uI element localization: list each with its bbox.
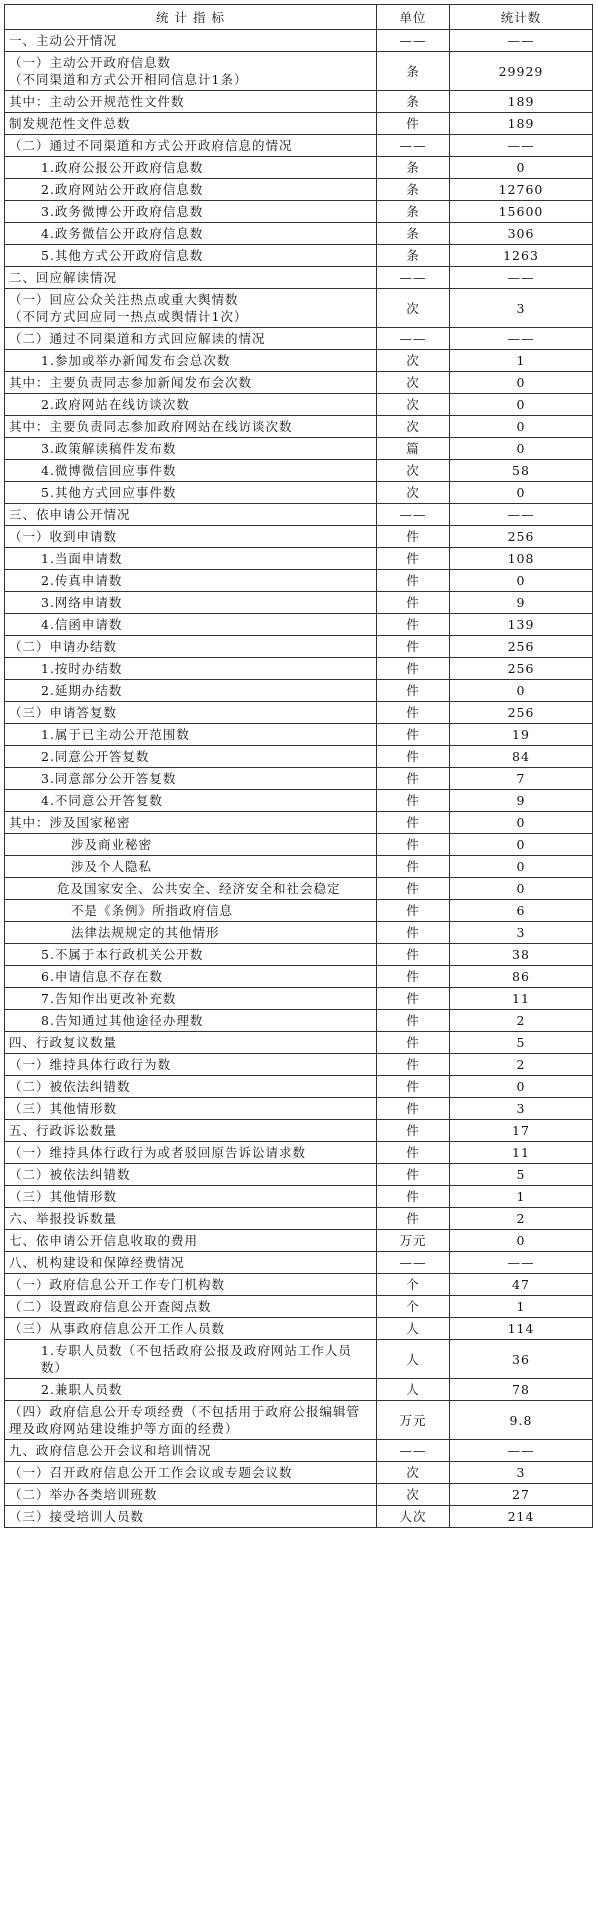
row-indicator-label: 4.微博微信回应事件数 xyxy=(5,460,377,482)
header-value: 统计数 xyxy=(450,5,593,30)
row-indicator-label: 1.属于已主动公开范围数 xyxy=(5,724,377,746)
table-row xyxy=(5,1186,593,1208)
table-row xyxy=(5,113,593,135)
table-row xyxy=(5,245,593,267)
row-value: 0 xyxy=(450,394,593,416)
row-unit: 件 xyxy=(377,1186,450,1208)
row-unit: 条 xyxy=(377,201,450,223)
table-row xyxy=(5,702,593,724)
row-unit: 次 xyxy=(377,350,450,372)
row-unit: 件 xyxy=(377,878,450,900)
row-value: 189 xyxy=(450,91,593,113)
row-indicator-label: （二）申请办结数 xyxy=(5,636,377,658)
row-indicator-label: （一）维持具体行政行为或者驳回原告诉讼请求数 xyxy=(5,1142,377,1164)
table-row xyxy=(5,438,593,460)
row-indicator-label: （三）接受培训人员数 xyxy=(5,1506,377,1528)
row-unit: 件 xyxy=(377,966,450,988)
row-unit: 万元 xyxy=(377,1401,450,1440)
row-unit: 万元 xyxy=(377,1230,450,1252)
table-row xyxy=(5,1484,593,1506)
row-unit: 次 xyxy=(377,416,450,438)
row-unit: 件 xyxy=(377,988,450,1010)
row-value: 19 xyxy=(450,724,593,746)
table-row xyxy=(5,768,593,790)
row-indicator-label: 1.参加或举办新闻发布会总次数 xyxy=(5,350,377,372)
row-value: 256 xyxy=(450,526,593,548)
row-indicator-label: （一）主动公开政府信息数 （不同渠道和方式公开相同信息计1条） xyxy=(5,52,377,91)
row-value: 17 xyxy=(450,1120,593,1142)
row-unit: 件 xyxy=(377,922,450,944)
row-value: 7 xyxy=(450,768,593,790)
row-indicator-label: 2.兼职人员数 xyxy=(5,1379,377,1401)
row-unit: 条 xyxy=(377,91,450,113)
row-indicator-label: （四）政府信息公开专项经费（不包括用于政府公报编辑管理及政府网站建设维护等方面的经费） xyxy=(5,1401,377,1440)
row-value: 38 xyxy=(450,944,593,966)
row-unit: 人 xyxy=(377,1340,450,1379)
statistics-table xyxy=(4,4,593,1528)
row-indicator-label: （三）其他情形数 xyxy=(5,1186,377,1208)
row-unit: 人次 xyxy=(377,1506,450,1528)
table-row xyxy=(5,1252,593,1274)
table-row xyxy=(5,1296,593,1318)
row-indicator-label: 其中：主要负责同志参加政府网站在线访谈次数 xyxy=(5,416,377,438)
row-indicator-label: 2.政府网站在线访谈次数 xyxy=(5,394,377,416)
row-unit: 个 xyxy=(377,1274,450,1296)
row-value: 0 xyxy=(450,570,593,592)
header-indicator: 统 计 指 标 xyxy=(5,5,377,30)
row-value: 78 xyxy=(450,1379,593,1401)
row-value: —— xyxy=(450,1252,593,1274)
row-indicator-label: 其中：涉及国家秘密 xyxy=(5,812,377,834)
header-unit: 单位 xyxy=(377,5,450,30)
row-unit: 件 xyxy=(377,1010,450,1032)
row-unit: 件 xyxy=(377,570,450,592)
row-unit: 个 xyxy=(377,1296,450,1318)
row-indicator-label: 6.申请信息不存在数 xyxy=(5,966,377,988)
table-row xyxy=(5,394,593,416)
table-row xyxy=(5,1440,593,1462)
row-value: 256 xyxy=(450,658,593,680)
table-row xyxy=(5,812,593,834)
table-row xyxy=(5,460,593,482)
row-value: 9.8 xyxy=(450,1401,593,1440)
row-value: 11 xyxy=(450,988,593,1010)
row-unit: 件 xyxy=(377,702,450,724)
table-row xyxy=(5,1462,593,1484)
row-value: 214 xyxy=(450,1506,593,1528)
row-value: 256 xyxy=(450,636,593,658)
table-header-row xyxy=(5,5,593,30)
table-row xyxy=(5,592,593,614)
row-unit: 件 xyxy=(377,812,450,834)
row-indicator-label: 4.不同意公开答复数 xyxy=(5,790,377,812)
row-value: 0 xyxy=(450,1230,593,1252)
row-unit: 次 xyxy=(377,289,450,328)
row-unit: 件 xyxy=(377,548,450,570)
row-value: 2 xyxy=(450,1054,593,1076)
row-indicator-label: （一）召开政府信息公开工作会议或专题会议数 xyxy=(5,1462,377,1484)
row-indicator-label: （一）维持具体行政行为数 xyxy=(5,1054,377,1076)
row-value: 0 xyxy=(450,1076,593,1098)
row-unit: 件 xyxy=(377,944,450,966)
row-value: 0 xyxy=(450,834,593,856)
row-value: 6 xyxy=(450,900,593,922)
row-unit: 条 xyxy=(377,179,450,201)
row-indicator-label: （二）被依法纠错数 xyxy=(5,1164,377,1186)
table-row xyxy=(5,1230,593,1252)
row-value: 1 xyxy=(450,350,593,372)
row-indicator-label: 2.同意公开答复数 xyxy=(5,746,377,768)
row-indicator-label: 1.专职人员数（不包括政府公报及政府网站工作人员数） xyxy=(5,1340,377,1379)
table-row xyxy=(5,900,593,922)
row-unit: 件 xyxy=(377,1164,450,1186)
row-indicator-label: 3.政策解读稿件发布数 xyxy=(5,438,377,460)
row-indicator-label: （二）设置政府信息公开查阅点数 xyxy=(5,1296,377,1318)
row-unit: —— xyxy=(377,1252,450,1274)
row-value: 1 xyxy=(450,1186,593,1208)
row-value: —— xyxy=(450,267,593,289)
row-unit: 人 xyxy=(377,1318,450,1340)
row-unit: 次 xyxy=(377,1462,450,1484)
row-value: 0 xyxy=(450,680,593,702)
row-unit: 次 xyxy=(377,482,450,504)
row-value: 5 xyxy=(450,1164,593,1186)
row-indicator-label: 1.按时办结数 xyxy=(5,658,377,680)
row-indicator-label: 5.其他方式回应事件数 xyxy=(5,482,377,504)
table-row xyxy=(5,944,593,966)
row-unit: 件 xyxy=(377,680,450,702)
row-value: 9 xyxy=(450,790,593,812)
row-indicator-label: 3.网络申请数 xyxy=(5,592,377,614)
table-row xyxy=(5,1318,593,1340)
row-value: 36 xyxy=(450,1340,593,1379)
row-unit: 次 xyxy=(377,394,450,416)
table-row xyxy=(5,1076,593,1098)
row-indicator-label: 不是《条例》所指政府信息 xyxy=(5,900,377,922)
row-unit: 次 xyxy=(377,372,450,394)
table-row xyxy=(5,91,593,113)
table-row xyxy=(5,328,593,350)
table-row xyxy=(5,1401,593,1440)
row-indicator-label: （一）回应公众关注热点或重大舆情数 （不同方式回应同一热点或舆情计1次） xyxy=(5,289,377,328)
table-row xyxy=(5,746,593,768)
table-row xyxy=(5,614,593,636)
row-unit: 件 xyxy=(377,1120,450,1142)
row-value: 0 xyxy=(450,416,593,438)
row-value: 0 xyxy=(450,482,593,504)
row-indicator-label: 涉及个人隐私 xyxy=(5,856,377,878)
row-unit: 件 xyxy=(377,1208,450,1230)
row-value: 1263 xyxy=(450,245,593,267)
row-indicator-label: 1.政府公报公开政府信息数 xyxy=(5,157,377,179)
row-unit: 条 xyxy=(377,245,450,267)
table-row xyxy=(5,1208,593,1230)
table-row xyxy=(5,966,593,988)
table-row xyxy=(5,1120,593,1142)
row-indicator-label: 九、政府信息公开会议和培训情况 xyxy=(5,1440,377,1462)
table-row xyxy=(5,350,593,372)
table-row xyxy=(5,570,593,592)
row-indicator-label: 5.不属于本行政机关公开数 xyxy=(5,944,377,966)
table-row xyxy=(5,988,593,1010)
table-row xyxy=(5,1054,593,1076)
row-unit: —— xyxy=(377,267,450,289)
table-row xyxy=(5,267,593,289)
table-row xyxy=(5,548,593,570)
row-value: 12760 xyxy=(450,179,593,201)
row-indicator-label: 5.其他方式公开政府信息数 xyxy=(5,245,377,267)
row-value: 0 xyxy=(450,157,593,179)
row-unit: 件 xyxy=(377,746,450,768)
row-unit: 件 xyxy=(377,526,450,548)
row-unit: 件 xyxy=(377,592,450,614)
table-row xyxy=(5,1274,593,1296)
table-row xyxy=(5,680,593,702)
row-indicator-label: 4.政务微信公开政府信息数 xyxy=(5,223,377,245)
row-indicator-label: （二）被依法纠错数 xyxy=(5,1076,377,1098)
row-value: 139 xyxy=(450,614,593,636)
row-unit: 件 xyxy=(377,856,450,878)
row-value: 3 xyxy=(450,1462,593,1484)
row-value: 9 xyxy=(450,592,593,614)
row-unit: 件 xyxy=(377,1076,450,1098)
row-value: 15600 xyxy=(450,201,593,223)
row-unit: 次 xyxy=(377,1484,450,1506)
row-unit: 件 xyxy=(377,1098,450,1120)
row-value: —— xyxy=(450,135,593,157)
row-indicator-label: （一）政府信息公开工作专门机构数 xyxy=(5,1274,377,1296)
row-indicator-label: 4.信函申请数 xyxy=(5,614,377,636)
row-unit: 件 xyxy=(377,1142,450,1164)
row-indicator-label: （三）其他情形数 xyxy=(5,1098,377,1120)
row-indicator-label: 2.延期办结数 xyxy=(5,680,377,702)
row-value: 3 xyxy=(450,289,593,328)
row-indicator-label: 三、依申请公开情况 xyxy=(5,504,377,526)
row-value: 47 xyxy=(450,1274,593,1296)
row-indicator-label: 危及国家安全、公共安全、经济安全和社会稳定 xyxy=(5,878,377,900)
row-value: 29929 xyxy=(450,52,593,91)
table-row xyxy=(5,878,593,900)
row-unit: 件 xyxy=(377,790,450,812)
row-unit: 件 xyxy=(377,1054,450,1076)
table-row xyxy=(5,201,593,223)
row-unit: 篇 xyxy=(377,438,450,460)
row-value: 0 xyxy=(450,372,593,394)
row-value: —— xyxy=(450,1440,593,1462)
row-indicator-label: 一、主动公开情况 xyxy=(5,30,377,52)
row-unit: 件 xyxy=(377,614,450,636)
row-indicator-label: 8.告知通过其他途径办理数 xyxy=(5,1010,377,1032)
row-value: 189 xyxy=(450,113,593,135)
row-value: 114 xyxy=(450,1318,593,1340)
row-indicator-label: （二）通过不同渠道和方式回应解读的情况 xyxy=(5,328,377,350)
row-indicator-label: 3.同意部分公开答复数 xyxy=(5,768,377,790)
table-row xyxy=(5,1142,593,1164)
row-indicator-label: 其中：主要负责同志参加新闻发布会次数 xyxy=(5,372,377,394)
table-row xyxy=(5,1164,593,1186)
table-row xyxy=(5,1098,593,1120)
row-value: 1 xyxy=(450,1296,593,1318)
table-row xyxy=(5,52,593,91)
row-unit: 条 xyxy=(377,157,450,179)
row-unit: 件 xyxy=(377,834,450,856)
row-unit: 件 xyxy=(377,1032,450,1054)
table-row xyxy=(5,372,593,394)
row-unit: —— xyxy=(377,30,450,52)
table-row xyxy=(5,504,593,526)
row-value: —— xyxy=(450,504,593,526)
row-indicator-label: 二、回应解读情况 xyxy=(5,267,377,289)
row-indicator-label: 2.政府网站公开政府信息数 xyxy=(5,179,377,201)
row-value: 108 xyxy=(450,548,593,570)
row-value: 3 xyxy=(450,1098,593,1120)
table-row xyxy=(5,1506,593,1528)
row-unit: 人 xyxy=(377,1379,450,1401)
row-unit: 条 xyxy=(377,52,450,91)
row-unit: 件 xyxy=(377,113,450,135)
row-unit: —— xyxy=(377,1440,450,1462)
row-indicator-label: 法律法规规定的其他情形 xyxy=(5,922,377,944)
row-indicator-label: 六、举报投诉数量 xyxy=(5,1208,377,1230)
row-indicator-label: 七、依申请公开信息收取的费用 xyxy=(5,1230,377,1252)
table-row xyxy=(5,157,593,179)
table-row xyxy=(5,1032,593,1054)
row-value: 256 xyxy=(450,702,593,724)
row-value: 11 xyxy=(450,1142,593,1164)
row-indicator-label: （二）通过不同渠道和方式公开政府信息的情况 xyxy=(5,135,377,157)
row-indicator-label: 其中：主动公开规范性文件数 xyxy=(5,91,377,113)
table-row xyxy=(5,30,593,52)
table-row xyxy=(5,526,593,548)
row-unit: 件 xyxy=(377,768,450,790)
table-row xyxy=(5,1010,593,1032)
row-unit: 件 xyxy=(377,900,450,922)
table-row xyxy=(5,834,593,856)
row-indicator-label: 3.政务微博公开政府信息数 xyxy=(5,201,377,223)
row-indicator-label: 7.告知作出更改补充数 xyxy=(5,988,377,1010)
row-unit: —— xyxy=(377,328,450,350)
row-value: 5 xyxy=(450,1032,593,1054)
row-indicator-label: 八、机构建设和保障经费情况 xyxy=(5,1252,377,1274)
row-indicator-label: 涉及商业秘密 xyxy=(5,834,377,856)
row-value: 27 xyxy=(450,1484,593,1506)
table-row xyxy=(5,636,593,658)
row-value: —— xyxy=(450,328,593,350)
row-value: 2 xyxy=(450,1010,593,1032)
row-value: 0 xyxy=(450,812,593,834)
row-value: 3 xyxy=(450,922,593,944)
table-row xyxy=(5,289,593,328)
row-value: 306 xyxy=(450,223,593,245)
row-unit: 次 xyxy=(377,460,450,482)
row-indicator-label: （一）收到申请数 xyxy=(5,526,377,548)
row-indicator-label: 1.当面申请数 xyxy=(5,548,377,570)
table-row xyxy=(5,1340,593,1379)
table-row xyxy=(5,790,593,812)
row-indicator-label: （三）从事政府信息公开工作人员数 xyxy=(5,1318,377,1340)
row-value: 0 xyxy=(450,438,593,460)
row-value: 86 xyxy=(450,966,593,988)
row-value: —— xyxy=(450,30,593,52)
table-body xyxy=(5,30,593,1528)
table-row xyxy=(5,416,593,438)
row-unit: 件 xyxy=(377,724,450,746)
row-indicator-label: 2.传真申请数 xyxy=(5,570,377,592)
row-unit: —— xyxy=(377,504,450,526)
row-value: 2 xyxy=(450,1208,593,1230)
row-unit: 件 xyxy=(377,658,450,680)
table-row xyxy=(5,724,593,746)
table-row xyxy=(5,223,593,245)
row-value: 0 xyxy=(450,878,593,900)
table-row xyxy=(5,658,593,680)
table-row xyxy=(5,135,593,157)
row-indicator-label: （二）举办各类培训班数 xyxy=(5,1484,377,1506)
table-row xyxy=(5,922,593,944)
table-row xyxy=(5,856,593,878)
row-unit: —— xyxy=(377,135,450,157)
row-value: 84 xyxy=(450,746,593,768)
table-row xyxy=(5,482,593,504)
row-indicator-label: 五、行政诉讼数量 xyxy=(5,1120,377,1142)
row-unit: 条 xyxy=(377,223,450,245)
row-unit: 件 xyxy=(377,636,450,658)
row-indicator-label: （三）申请答复数 xyxy=(5,702,377,724)
row-indicator-label: 制发规范性文件总数 xyxy=(5,113,377,135)
table-row xyxy=(5,1379,593,1401)
row-indicator-label: 四、行政复议数量 xyxy=(5,1032,377,1054)
row-value: 0 xyxy=(450,856,593,878)
table-row xyxy=(5,179,593,201)
row-value: 58 xyxy=(450,460,593,482)
